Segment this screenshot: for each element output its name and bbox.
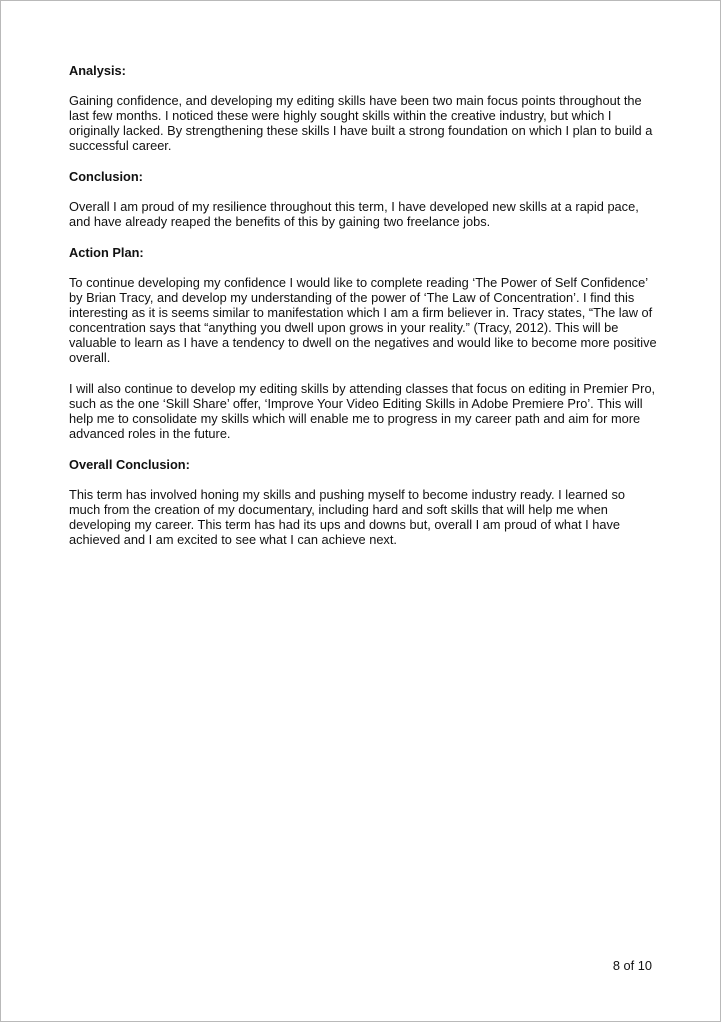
paragraph-conclusion: Overall I am proud of my resilience throughout this term, I have developed new skills at a rapid pace, and have already reaped the benefits of this by gaining two freelance jobs. bbox=[69, 199, 639, 229]
document-body bbox=[69, 63, 659, 547]
page-number: 8 of 10 bbox=[612, 958, 652, 973]
paragraph-action-plan-confidence: To continue developing my confidence I would like to complete reading ‘The Power of Self Confidence’ by Brian Tracy, and develop my understanding of the power of ‘The Law of Concentration’. I find this interesting as it is seems similar to manifestation which I am a firm believer in. Tracy states, “The law of concentration says that “anything you dwell upon grows in your reality.” (Tracy, 2012). This will be valuable to learn as I have a tendency to dwell on the negatives and would like to become more positive overall. bbox=[69, 275, 657, 365]
paragraph-analysis: Gaining confidence, and developing my editing skills have been two main focus points throughout the last few months. I noticed these were highly sought skills within the creative industry, but which I originally lacked. By strengthening these skills I have built a strong foundation on which I plan to build a successful career. bbox=[69, 93, 653, 153]
paragraph-action-plan-editing: I will also continue to develop my editing skills by attending classes that focus on editing in Premier Pro, such as the one ‘Skill Share’ offer, ‘Improve Your Video Editing Skills in Adobe Premiere Pro’. This will help me to consolidate my skills which will enable me to progress in my career path and aim for more advanced roles in the future. bbox=[69, 381, 656, 441]
paragraph-overall-conclusion: This term has involved honing my skills and pushing myself to become industry ready. I learned so much from the creation of my documentary, including hard and soft skills that will help me when developing my career. This term has had its ups and downs but, overall I am proud of what I have achieved and I am excited to see what I can achieve next. bbox=[69, 487, 625, 547]
heading-analysis: Analysis: bbox=[69, 63, 126, 78]
heading-overall-conclusion: Overall Conclusion: bbox=[69, 457, 190, 472]
heading-conclusion: Conclusion: bbox=[69, 169, 143, 184]
heading-action-plan: Action Plan: bbox=[69, 245, 144, 260]
